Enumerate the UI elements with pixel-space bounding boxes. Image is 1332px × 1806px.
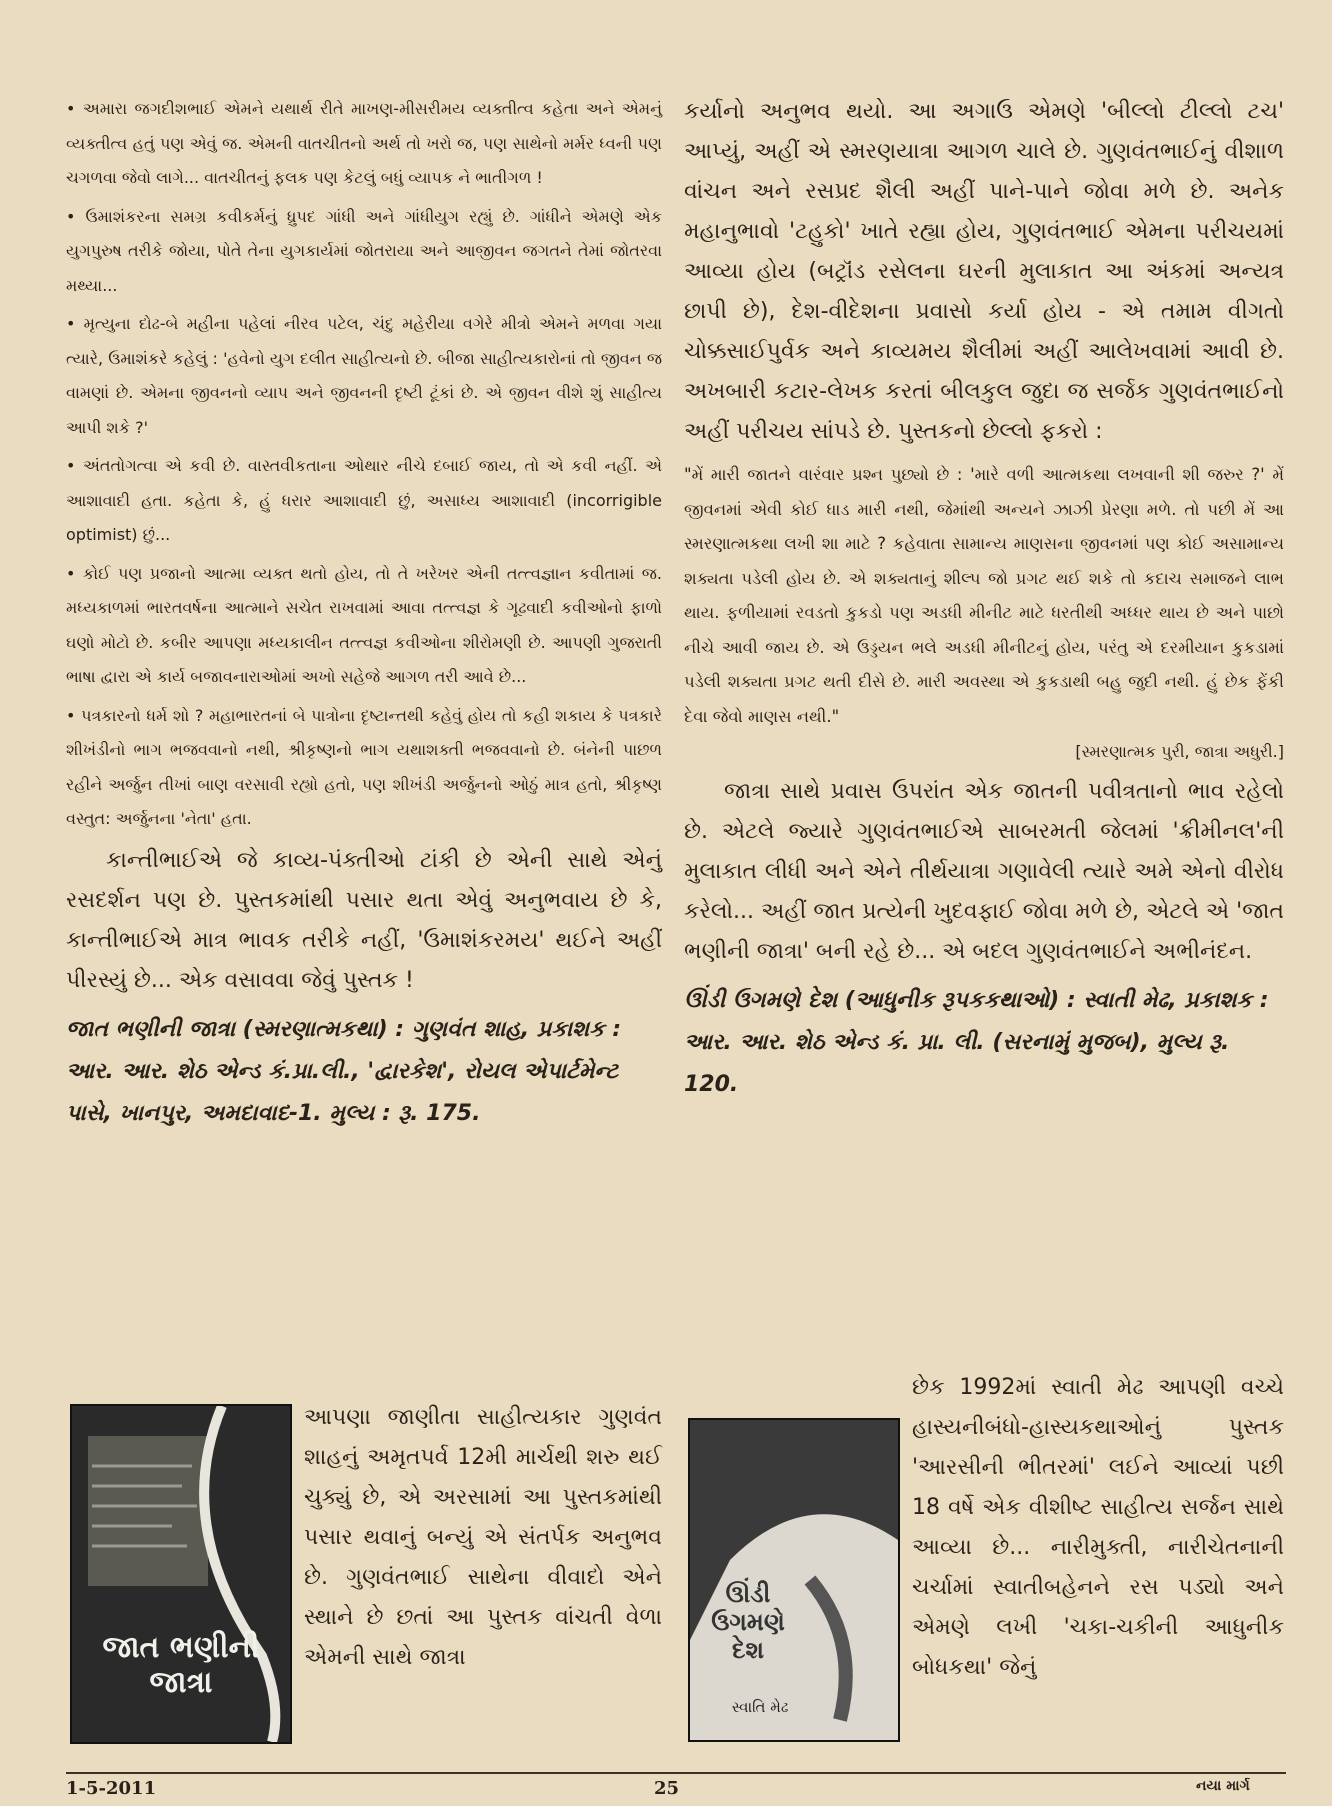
review-paragraph: આપણા જાણીતા સાહીત્યકાર ગુણવંત શાહનું અમૃતપર્વ 12મી માર્ચથી શરુ થઈ ચુક્યું છે, એ અરસામાં આ પુસ્તકમાંથી પસાર થવાનું બન્યું એ સંતર્પક અનુભવ છે. ગુણવંતભાઈ સાથેના વીવાદો એને સ્થાને છે છતાં આ પુસ્તક વાંચતી વેળા એમની સાથે જાત્રા — [304, 1405, 662, 1670]
bullet-item: • ઉમાશંકરના સમગ્ર કવીકર્મનું ધ્રુપદ ગાંધી અને ગાંધીયુગ રહ્યું છે. ગાંધીને એમણે એક યુગપુરુષ તરીકે જોયા, પોતે તેના યુગકાર્યમાં જોતરાયા અને આજીવન જગતને તેમાં જોતરવા મથ્યા... — [66, 206, 662, 295]
book-citation: જાત ભણીની જાત્રા (સ્મરણાત્મકથા) : ગુણવંત શાહ, પ્રકાશક : આર. આર. શેઠ એન્ડ કં.પ્રા.લી., 'દ્વારકેશ', રોયલ એપાર્ટમેન્ટ પાસે, ખાનપુર, અમદાવાદ-1. મુલ્ય : રૂ. 175. — [66, 1016, 622, 1126]
magazine-name: નયા માર્ગ — [1196, 1778, 1250, 1794]
book-cover-image — [70, 1404, 292, 1744]
quote-source: [સ્મરણાત્મક પુરી, જાત્રા અધુરી.] — [1075, 742, 1284, 761]
page-number: 25 — [654, 1778, 680, 1799]
book-citation: ઊંડી ઉગમણે દેશ (આધુનીક રૂપકકથાઓ) : સ્વાતી મેઢ, પ્રકાશક : આર. આર. શેઠ એન્ડ કં. પ્રા. લી. (સરનામું મુજબ), મુલ્ય રૂ. 120. — [684, 988, 1269, 1097]
cover-title: ઊંડી ઉગમણે દેશ — [711, 1580, 785, 1664]
cover-author: સ્વાતિ મેઢ — [731, 1698, 789, 1716]
review-paragraph: છેક 1992માં સ્વાતી મેઢ આપણી વચ્ચે હાસ્યનીબંધો-હાસ્યકથાઓનું પુસ્તક 'આરસીની ભીતરમાં' લઈને આવ્યાં પછી 18 વર્ષે એક વીશીષ્ટ સાહીત્ય સર્જન સાથે આવ્યા છે... નારીમુક્તી, નારીચેતનાની ચર્ચામાં સ્વાતીબહેનને રસ પડ્યો અને એમણે લખી 'ચકા-ચકીની આધુનીક બોધકથા' જેનું — [912, 1375, 1284, 1680]
bullet-item: • અમારા જગદીશભાઈ એમને યથાર્થ રીતે માખણ-મીસરીમય વ્યક્તીત્વ કહેતા અને એમનું વ્યક્તીત્વ હતું પણ એવું જ. એમની વાતચીતનો અર્થ તો ખરો જ, પણ સાથેનો મર્મર ધ્વની પણ ચગળવા જેવો લાગે... વાતચીતનું ફલક પણ કેટલું બધું વ્યાપક ને ભાતીગળ ! — [66, 99, 662, 187]
bullet-item: • કોઈ પણ પ્રજાનો આત્મા વ્યક્ત થતો હોય, તો તે ખરેખર એની તત્ત્વજ્ઞાન કવીતામાં જ. મધ્યકાળમાં ભારતવર્ષના આત્માને સચેત રાખવામાં આવા તત્ત્વજ્ઞ કે ગૂઢવાદી કવીઓનો ફાળો ઘણો મોટો છે. કબીર આપણા મધ્યકાલીન તત્ત્વજ્ઞ કવીઓના શીરોમણી છે. આપણી ગુજરાતી ભાષા દ્વારા એ કાર્ય બજાવનારાઓમાં અખો સહેજે આગળ તરી આવે છે... — [66, 563, 662, 686]
issue-date: 1-5-2011 — [66, 1778, 157, 1799]
bullet-item: • મૃત્યુના દોઢ-બે મહીના પહેલાં નીરવ પટેલ, ચંદુ મહેરીયા વગેરે મીત્રો એમને મળવા ગયા ત્યારે, ઉમાશંકરે કહેલું : 'હવેનો યુગ દલીત સાહીત્યનો છે. બીજા સાહીત્યકારોનાં તો જીવન જ વામણાં છે. એમના જીવનનો વ્યાપ અને જીવનની દૃષ્ટી ટૂંકાં છે. એ જીવન વીશે શું સાહીત્ય આપી શકે ?' — [66, 314, 662, 437]
review-paragraph: કાન્તીભાઈએ જે કાવ્ય-પંક્તીઓ ટાંકી છે એની સાથે એનું રસદર્શન પણ છે. પુસ્તકમાંથી પસાર થતા એવું અનુભવાય છે કે, કાન્તીભાઈએ માત્ર ભાવક તરીકે નહીં, 'ઉમાશંકરમય' થઈને અહીં પીરસ્યું છે... એક વસાવવા જેવું પુસ્તક ! — [66, 847, 662, 993]
footer-divider — [66, 1772, 1286, 1774]
left-column — [66, 92, 662, 1135]
cover-title: જાત ભણીની જાત્રા — [102, 1630, 260, 1700]
book-quote: "મેં મારી જાતને વારંવાર પ્રશ્ન પુછ્યો છે : 'મારે વળી આત્મકથા લખવાની શી જરુર ?' મેં જીવનમાં એવી કોઈ ધાડ મારી નથી, જેમાંથી અન્યને ઝાઝી પ્રેરણા મળે. તો પછી મેં આ સ્મરણાત્મકથા લખી શા માટે ? કહેવાતા સામાન્ય માણસના જીવનમાં પણ કોઈ અસામાન્ય શક્યતા પડેલી હોય છે. એ શક્યતાનું શીલ્પ જો પ્રગટ થઈ શકે તો કદાચ સમાજને લાભ થાય. ફળીયામાં રવડતો કુકડો પણ અડધી મીનીટ માટે ધરતીથી અધ્ધર થાય છે અને પાછો નીચે આવી જાય છે. એ ઉડ્ડયન ભલે અડધી મીનીટનું હોય, પરંતુ એ દરમીયાન કુકડામાં પડેલી શક્યતા પ્રગટ થતી દીસે છે. મારી અવસ્થા એ કુકડાથી બહુ જુદી નથી. હું છેક ફેંકી દેવા જેવો માણસ નથી." — [684, 465, 1284, 726]
bullet-item: • અંતતોગત્વા એ કવી છે. વાસ્તવીકતાના ઓથાર નીચે દબાઈ જાય, તો એ કવી નહીં. એ આશાવાદી હતા. કહેતા કે, હું ધરાર આશાવાદી છું, અસાધ્ય આશાવાદી (incorrigible optimist) છું... — [66, 456, 662, 544]
review-paragraph: જાત્રા સાથે પ્રવાસ ઉપરાંત એક જાતની પવીત્રતાનો ભાવ રહેલો છે. એટલે જ્યારે ગુણવંતભાઈએ સાબરમતી જેલમાં 'ક્રીમીનલ'ની મુલાકાત લીધી અને એને તીર્થયાત્રા ગણાવેલી ત્યારે અમે એનો વીરોધ કરેલો... અહીં જાત પ્રત્યેની ખુદવફાઈ જોવા મળે છે, એટલે એ 'જાત ભણીની જાત્રા' બની રહે છે... એ બદલ ગુણવંતભાઈને અભીનંદન. — [684, 779, 1284, 964]
right-column — [684, 92, 1284, 1106]
review-paragraph: કર્યાનો અનુભવ થયો. આ અગાઉ એમણે 'બીલ્લો ટીલ્લો ટચ' આપ્યું, અહીં એ સ્મરણયાત્રા આગળ ચાલે છે. ગુણવંતભાઈનું વીશાળ વાંચન અને રસપ્રદ શૈલી અહીં પાને-પાને જોવા મળે છે. અનેક મહાનુભાવો 'ટહુકો' ખાતે રહ્યા હોય, ગુણવંતભાઈ એમના પરીચયમાં આવ્યા હોય (બટ્રૉંડ રસેલના ઘરની મુલાકાત આ અંકમાં અન્યત્ર છાપી છે), દેશ-વીદેશના પ્રવાસો કર્યા હોય - એ તમામ વીગતો ચોક્કસાઈપુર્વક અને કાવ્યમય શૈલીમાં અહીં આલેખવામાં આવી છે. અખબારી કટાર-લેખક કરતાં બીલકુલ જુદા જ સર્જક ગુણવંતભાઈનો અહીં પરીચય સાંપડે છે. પુસ્તકનો છેલ્લો ફકરો : — [684, 99, 1284, 444]
book-cover-image — [688, 1418, 900, 1742]
bullet-item: • પત્રકારનો ધર્મ શો ? મહાભારતનાં બે પાત્રોના દૃષ્ટાન્તથી કહેવું હોય તો કહી શકાય કે પત્રકારે શીખંડીનો ભાગ ભજવવાનો નથી, શ્રીકૃષ્ણનો ભાગ યથાશક્તી ભજવવાનો છે. બંનેની પાછળ રહીને અર્જુન તીખાં બાણ વરસાવી રહ્યો હતો, પણ શીખંડી અર્જુનનો ઓઠું માત્ર હતો, શ્રીકૃષ્ણ વસ્તુત: અર્જુનના 'નેતા' હતા. — [66, 705, 662, 828]
